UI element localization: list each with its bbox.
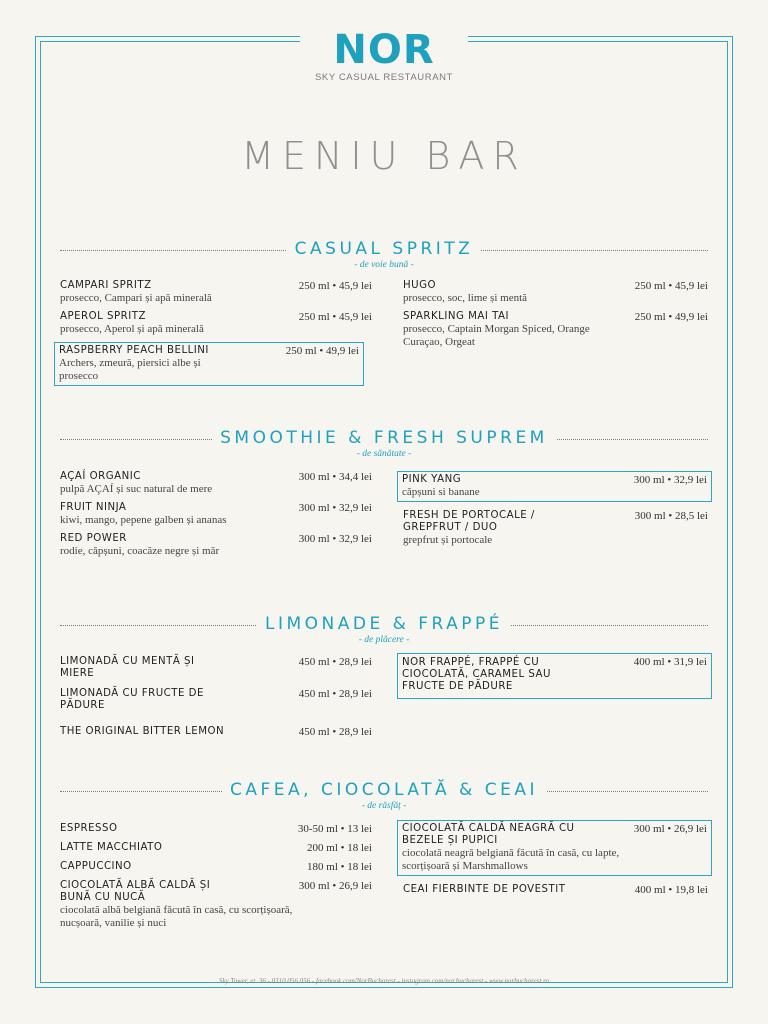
menu-item: HUGO 250 ml • 45,9 lei prosecco, soc, lime și mentă bbox=[403, 280, 708, 304]
section-title: LIMONADE & FRAPPÉ bbox=[257, 613, 511, 635]
section-3-left-column bbox=[60, 823, 372, 936]
section-title: CASUAL SPRITZ bbox=[287, 238, 482, 260]
menu-item: ESPRESSO 30-50 ml • 13 lei bbox=[60, 823, 372, 835]
section-2-left-column bbox=[60, 656, 372, 744]
menu-item: LIMONADĂ CU MENTĂ ȘI MIERE 450 ml • 28,9 lei bbox=[60, 656, 372, 679]
section-3-right-column bbox=[403, 820, 708, 902]
menu-item-highlighted: NOR FRAPPÉ, FRAPPÉ CU CIOCOLATĂ, CARAMEL SAU FRUCTE DE PĂDURE 400 ml • 31,9 lei bbox=[397, 653, 712, 699]
menu-item: CAPPUCCINO 180 ml • 18 lei bbox=[60, 861, 372, 873]
menu-item-highlighted: RASPBERRY PEACH BELLINI 250 ml • 49,9 lei Archers, zmeură, piersici albe și prosecco bbox=[54, 342, 364, 386]
page-title: MENIU BAR bbox=[241, 134, 527, 178]
section-limonade bbox=[60, 613, 708, 645]
menu-item: RED POWER 300 ml • 32,9 lei rodie, căpșuni, coacăze negre și măr bbox=[60, 533, 372, 557]
section-smoothie bbox=[60, 427, 708, 459]
section-subtitle: - de plăcere - bbox=[358, 635, 410, 645]
menu-item: FRESH DE PORTOCALE / GREPFRUT / DUO 300 ml • 28,5 lei grepfrut și portocale bbox=[403, 510, 708, 546]
menu-item: LIMONADĂ CU FRUCTE DE PĂDURE 450 ml • 28,9 lei bbox=[60, 688, 372, 711]
section-1-left-column bbox=[60, 471, 372, 564]
logo-subtitle: SKY CASUAL RESTAURANT bbox=[314, 72, 454, 83]
menu-item: CAMPARI SPRITZ 250 ml • 45,9 lei prosecco, Campari și apă minerală bbox=[60, 280, 372, 304]
menu-item-highlighted: PINK YANG 300 ml • 32,9 lei căpșuni si banane bbox=[397, 471, 712, 502]
menu-item: FRUIT NINJA 300 ml • 32,9 lei kiwi, mango, pepene galben și ananas bbox=[60, 502, 372, 526]
section-subtitle: - de voie bună - bbox=[354, 260, 414, 270]
section-0-left-column bbox=[60, 280, 372, 392]
section-casual-spritz bbox=[60, 238, 708, 270]
menu-item: CEAI FIERBINTE DE POVESTIT 400 ml • 19,8 lei bbox=[403, 884, 708, 896]
menu-item: LATTE MACCHIATO 200 ml • 18 lei bbox=[60, 842, 372, 854]
section-1-right-column bbox=[403, 471, 708, 553]
menu-item: AÇAÍ ORGANIC 300 ml • 34,4 lei pulpă AÇAÍ și suc natural de mere bbox=[60, 471, 372, 495]
section-title: CAFEA, CIOCOLATĂ & CEAI bbox=[222, 779, 546, 801]
section-cafea bbox=[60, 779, 708, 811]
menu-item: APEROL SPRITZ 250 ml • 45,9 lei prosecco, Aperol și apă minerală bbox=[60, 311, 372, 335]
menu-item: THE ORIGINAL BITTER LEMON 450 ml • 28,9 lei bbox=[60, 726, 372, 738]
logo-text: NOR bbox=[333, 27, 435, 73]
section-title: SMOOTHIE & FRESH SUPREM bbox=[212, 427, 556, 449]
section-2-right-column bbox=[403, 653, 708, 705]
footer-contact: Sky Tower, et. 36 - 0310 056 056 - facebook.com/NorBucharest - instagram.com/nor.bucharest - www.norbucharest.ro bbox=[218, 977, 550, 985]
menu-item: CIOCOLATĂ ALBĂ CALDĂ ȘI BUNĂ CU NUCĂ 300 ml • 26,9 lei ciocolată albă belgiană făcută în casă, cu scorțișoară, nucșoară, vanilie și nuci bbox=[60, 880, 372, 929]
section-subtitle: - de sănătate - bbox=[356, 449, 412, 459]
section-0-right-column bbox=[403, 280, 708, 355]
menu-item: SPARKLING MAI TAI 250 ml • 49,9 lei prosecco, Captain Morgan Spiced, Orange Curaçao, Orgeat bbox=[403, 311, 708, 348]
section-subtitle: - de răsfăț - bbox=[361, 801, 407, 811]
logo bbox=[300, 26, 468, 87]
menu-item-highlighted: CIOCOLATĂ CALDĂ NEAGRĂ CU BEZELE ȘI PUPICI 300 ml • 26,9 lei ciocolată neagră belgiană făcută în casă, cu lapte, scorțișoară și Marshmallows bbox=[397, 820, 712, 876]
